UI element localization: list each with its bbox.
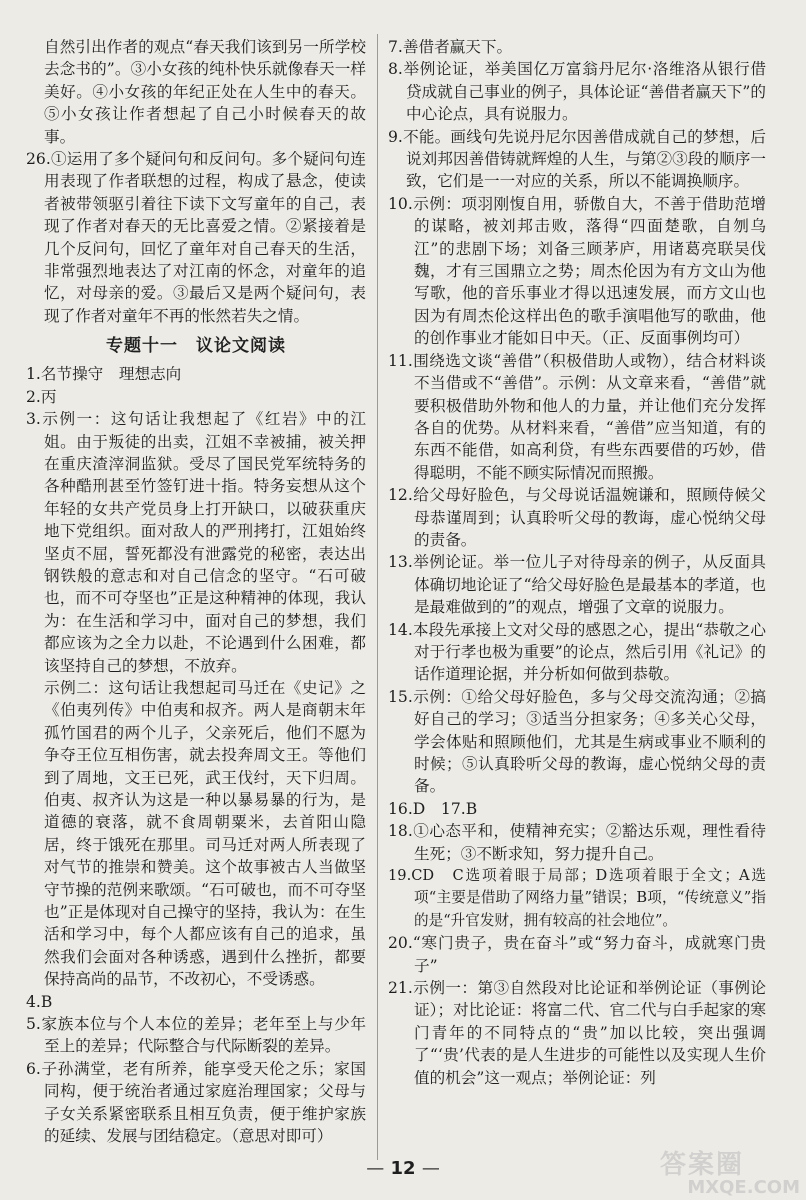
answer-18: 18.①心态平和，使精神充实；②豁达乐观，理性看待生死；③不断求知，努力提升自己。 — [388, 822, 766, 863]
answer-15: 15.示例：①给父母好脸色，多与父母交流沟通；②搞好自己的学习；③适当分担家务；④多关心父母，学会体贴和照顾他们，尤其是生病或事业不顺利的时候；⑤认真聆听父母的教诲，虚心悦纳父母的责备。 — [388, 687, 766, 796]
answer-14: 14.本段先承接上文对父母的感恩之心，提出“恭敬之心对于行孝也极为重要”的论点，然后引用《礼记》的话作道理论据，并分析如何做到恭敬。 — [388, 620, 766, 684]
answer-12: 12.给父母好脸色，与父母说话温婉谦和，照顾侍候父母恭谨周到；认真聆听父母的教诲，虚心悦纳父母的责备。 — [388, 486, 766, 549]
answer-2: 2.丙 — [26, 387, 57, 406]
answer-26: 26.①运用了多个疑问句和反问句。多个疑问句连用表现了作者联想的过程，构成了悬念，使读者被带领驱引着往下读下文写童年的自己，表现了作者对春天的无比喜爱之情。②紧接着是几个反问句，回忆了童年对自己春天的生活，非常强烈地表达了对江南的怀念，对童年的追忆，对母亲的爱。③最后又是两个疑问句，表现了作者对童年不再的怅然若失之情。 — [26, 150, 366, 325]
answer-25-continued: 自然引出作者的观点“春天我们该到另一所学校去念书的”。③小女孩的纯朴快乐就像春天一样美好。④小女孩的年纪正处在人生中的春天。⑤小女孩让作者想起了自己小时候春天的故事。 — [44, 38, 366, 146]
watermark — [660, 1144, 800, 1198]
left-column — [26, 36, 366, 1148]
watermark-url: MXQE.COM — [687, 1177, 800, 1198]
answer-1: 1.名节操守 理想志向 — [26, 365, 182, 384]
answer-4: 4.B — [26, 992, 53, 1011]
answer-21: 21.示例一：第③自然段对比论证和举例论证（事例论证）；对比论证：将富二代、官二代与白手起家的寒门青年的不同特点的“贵”加以比较，突出强调了“‘贵’代表的是人生进步的可能性以及实现人生价值的机会”这一观点；举例论证：列 — [388, 979, 766, 1087]
right-column — [388, 36, 766, 1089]
answer-6: 6.子孙满堂，老有所养，能享受天伦之乐；家国同构，便于统治者通过家庭治理国家；父母与子女关系紧密联系且相互负责，便于维护家族的延续、发展与团结稳定。（意思对即可） — [26, 1059, 366, 1146]
footer-dash-left: — — [366, 1158, 385, 1179]
footer-dash-right: — — [421, 1158, 440, 1179]
answer-13: 13.举例论证。举一位儿子对待母亲的例子，从反面具体确切地论证了“给父母好脸色是最基本的孝道，也是最难做到的”的观点，增强了文章的说服力。 — [388, 553, 766, 617]
answer-11: 11.围绕选文谈“善借”（积极借助人或物），结合材料谈不当借或不“善借”。示例：从文章来看，“善借”就要积极借助外物和他人的力量，并让他们充分发挥各自的优势。从材料来看，“善借”应当知道，有的东西不能借，如高利贷，有些东西要借的巧妙，借得聪明，不能不顾实际情况而照搬。 — [388, 351, 766, 482]
answer-10: 10.示例：项羽刚愎自用，骄傲自大，不善于借助范增的谋略，被刘邦击败，落得“四面楚歌，自刎乌江”的悲剧下场；刘备三顾茅庐，用诸葛亮联吴伐魏，才有三国鼎立之势；周杰伦因为有方文山为他写歌，他的音乐事业才得以迅速发展，而方文山也因为有周杰伦这样出色的歌手演唱他写的歌曲，他的创作事业才能如日中天。（正、反面事例均可） — [388, 194, 766, 348]
watermark-logo: 答案圈 — [660, 1150, 745, 1180]
answer-19: 19.CD C选项着眼于局部；D选项着眼于全文；A选项“主要是借助了网络力量”错误；B项，“传统意义”指的是“升官发财，拥有较高的社会地位”。 — [388, 867, 766, 929]
answer-20: 20.“寒门贵子，贵在奋斗”或“努力奋斗，成就寒门贵子” — [388, 934, 766, 975]
answer-3-example-1: 3.示例一：这句话让我想起了《红岩》中的江姐。由于叛徒的出卖，江姐不幸被捕，被关押在重庆渣滓洞监狱。受尽了国民党军统特务的各种酷刑甚至竹签钉进十指。特务妄想从这个年轻的女共产党员身上打开缺口，以破获重庆地下党组织。面对敌人的严刑拷打，江姐始终坚贞不屈，誓死都没有泄露党的秘密，表达出钢铁般的意志和对自己信念的坚守。“石可破也，而不可夺坚也”正是这种精神的体现，我认为：在生活和学习中，面对自己的梦想，我们都应该为之全力以赴，不论遇到什么困难，都该坚持自己的梦想，不放弃。 — [26, 410, 366, 675]
page-number: 12 — [390, 1158, 416, 1179]
answer-7: 7.善借者赢天下。 — [388, 38, 513, 56]
answer-5: 5.家族本位与个人本位的差异；老年至上与少年至上的差异；代际整合与代际断裂的差异。 — [26, 1015, 366, 1056]
answer-8: 8.举例论证，举美国亿万富翁丹尼尔·洛维洛从银行借贷成就自己事业的例子，具体论证“善借者赢天下”的中心论点，具有说服力。 — [388, 60, 766, 124]
section-heading: 专题十一 议论文阅读 — [106, 336, 286, 357]
column-divider — [377, 34, 378, 1160]
answer-9: 9.不能。画线句先说丹尼尔因善借成就自己的梦想，后说刘邦因善借铸就辉煌的人生，与第②③段的顺序一致，它们是一一对应的关系，所以不能调换顺序。 — [388, 127, 766, 191]
answer-3-example-2: 示例二：这句话让我想起司马迁在《史记》之《伯夷列传》中伯夷和叔齐。两人是商朝末年孤竹国君的两个儿子，父亲死后，他们不愿为争夺王位互相伤害，就去投奔周文王。等他们到了周地，文王已死，武王伐纣，天下归周。伯夷、叔齐认为这是一种以暴易暴的行为，是道德的衰落，就不食周朝粟米，去首阳山隐居，终于饿死在那里。司马迁对两人所表现了对气节的推崇和赞美。这个故事被古人当做坚守节操的范例来歌颂。“石可破也，而不可夺坚也”正是体现对自己操守的坚持，我认为：在生活和学习中，每个人都应该有自己的追求，虽然我们会面对各种诱惑，遇到什么挫折，都要保持高尚的品节，不改初心，不受诱惑。 — [44, 678, 366, 989]
answer-16-17: 16.D 17.B — [388, 799, 478, 818]
